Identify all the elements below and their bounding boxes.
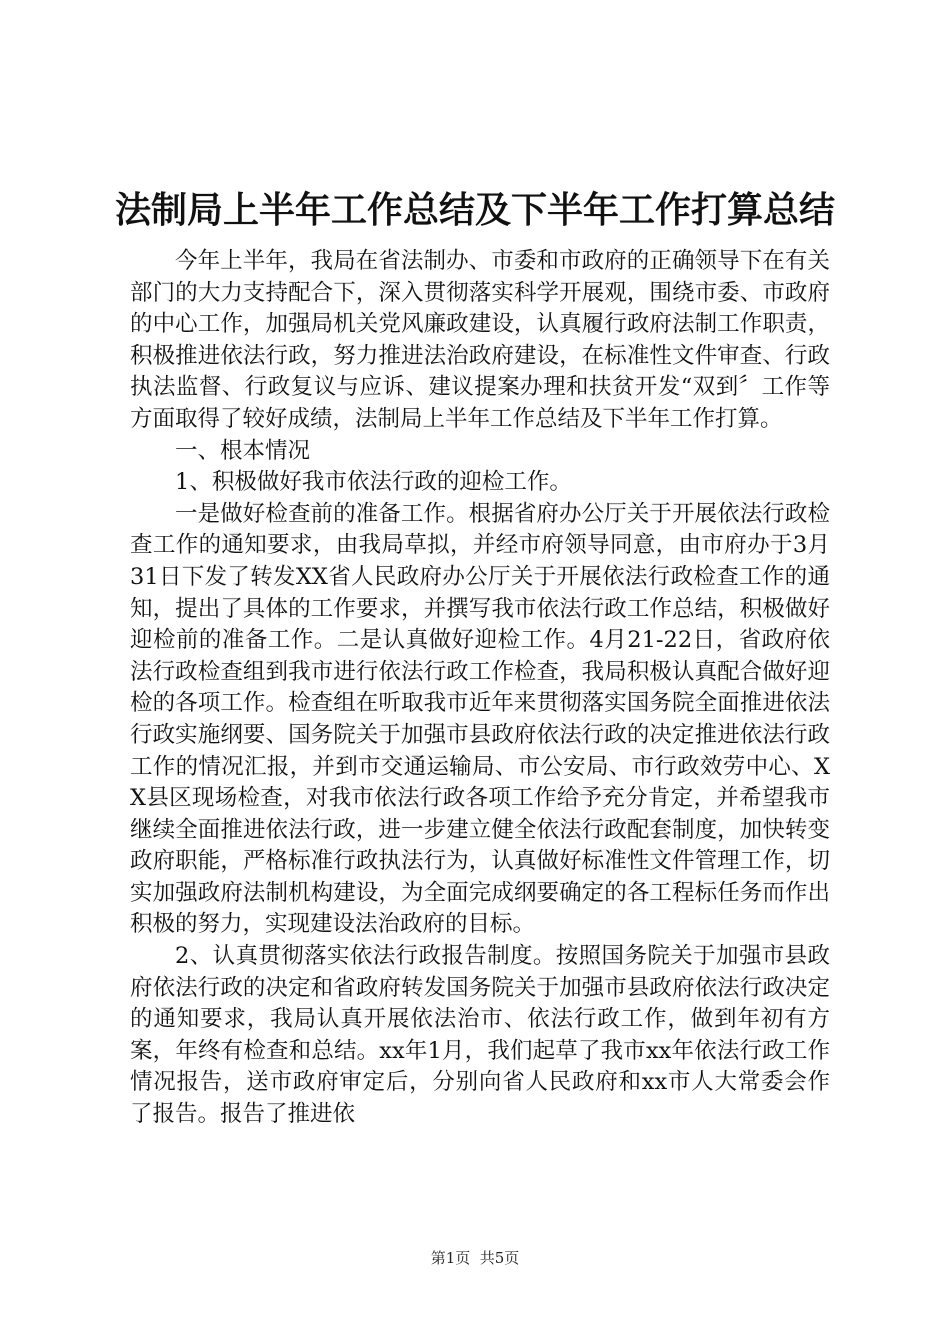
body-paragraph: 2、认真贯彻落实依法行政报告制度。按照国务院关于加强市县政府依法行政的决定和省政府转发国务院关于加强市县政府依法行政决定的通知要求，我局认真开展依法治市、依法行政工作，做到年初有方案，年终有检查和总结。xx年1月，我们起草了我市xx年依法行政工作情况报告，送市政府审定后，分别向省人民政府和xx市人大常委会作了报告。报告了推进依 — [130, 943, 830, 1128]
intro-paragraph: 今年上半年，我局在省法制办、市委和市政府的正确领导下在有关部门的大力支持配合下，深入贯彻落实科学开展观，围绕市委、市政府的中心工作，加强局机关党风廉政建设，认真履行政府法制工作职责，积极推进依法行政，努力推进法治政府建设，在标准性文件审查、行政执法监督、行政复议与应诉、建议提案办理和扶贫开发“双到〞工作等方面取得了较好成绩，法制局上半年工作总结及下半年工作打算。 — [130, 248, 830, 432]
document-body — [130, 246, 830, 1131]
body-paragraph: 一是做好检查前的准备工作。根据省府办公厅关于开展依法行政检查工作的通知要求，由我局草拟，并经市府领导同意，由市府办于3月31日下发了转发XX省人民政府办公厅关于开展依法行政检查工作的通知，提出了具体的工作要求，并撰写我市依法行政工作总结，积极做好迎检前的准备工作。二是认真做好迎检工作。4月21-22日，省政府依法行政检查组到我市进行依法行政工作检查，我局积极认真配合做好迎检的各项工作。检查组在听取我市近年来贯彻落实国务院全面推进依法行政实施纲要、国务院关于加强市县政府依法行政的决定推进依法行政工作的情况汇报，并到市交通运输局、市公安局、市行政效劳中心、XX县区现场检查，对我市依法行政各项工作给予充分肯定，并希望我市继续全面推进依法行政，进一步建立健全依法行政配套制度，加快转变政府职能，严格标准行政执法行为，认真做好标准性文件管理工作，切实加强政府法制机构建设，为全面完成纲要确定的各工程标任务而作出积极的努力，实现建设法治政府的目标。 — [130, 500, 830, 938]
page-number: 第1页 共5页 — [430, 1249, 520, 1267]
document-title: 法制局上半年工作总结及下半年工作打算总结 — [114, 189, 835, 231]
page-footer — [0, 1248, 950, 1268]
subsection-heading: 1、积极做好我市依法行政的迎检工作。 — [175, 469, 572, 496]
section-heading: 一、根本情况 — [175, 437, 311, 464]
